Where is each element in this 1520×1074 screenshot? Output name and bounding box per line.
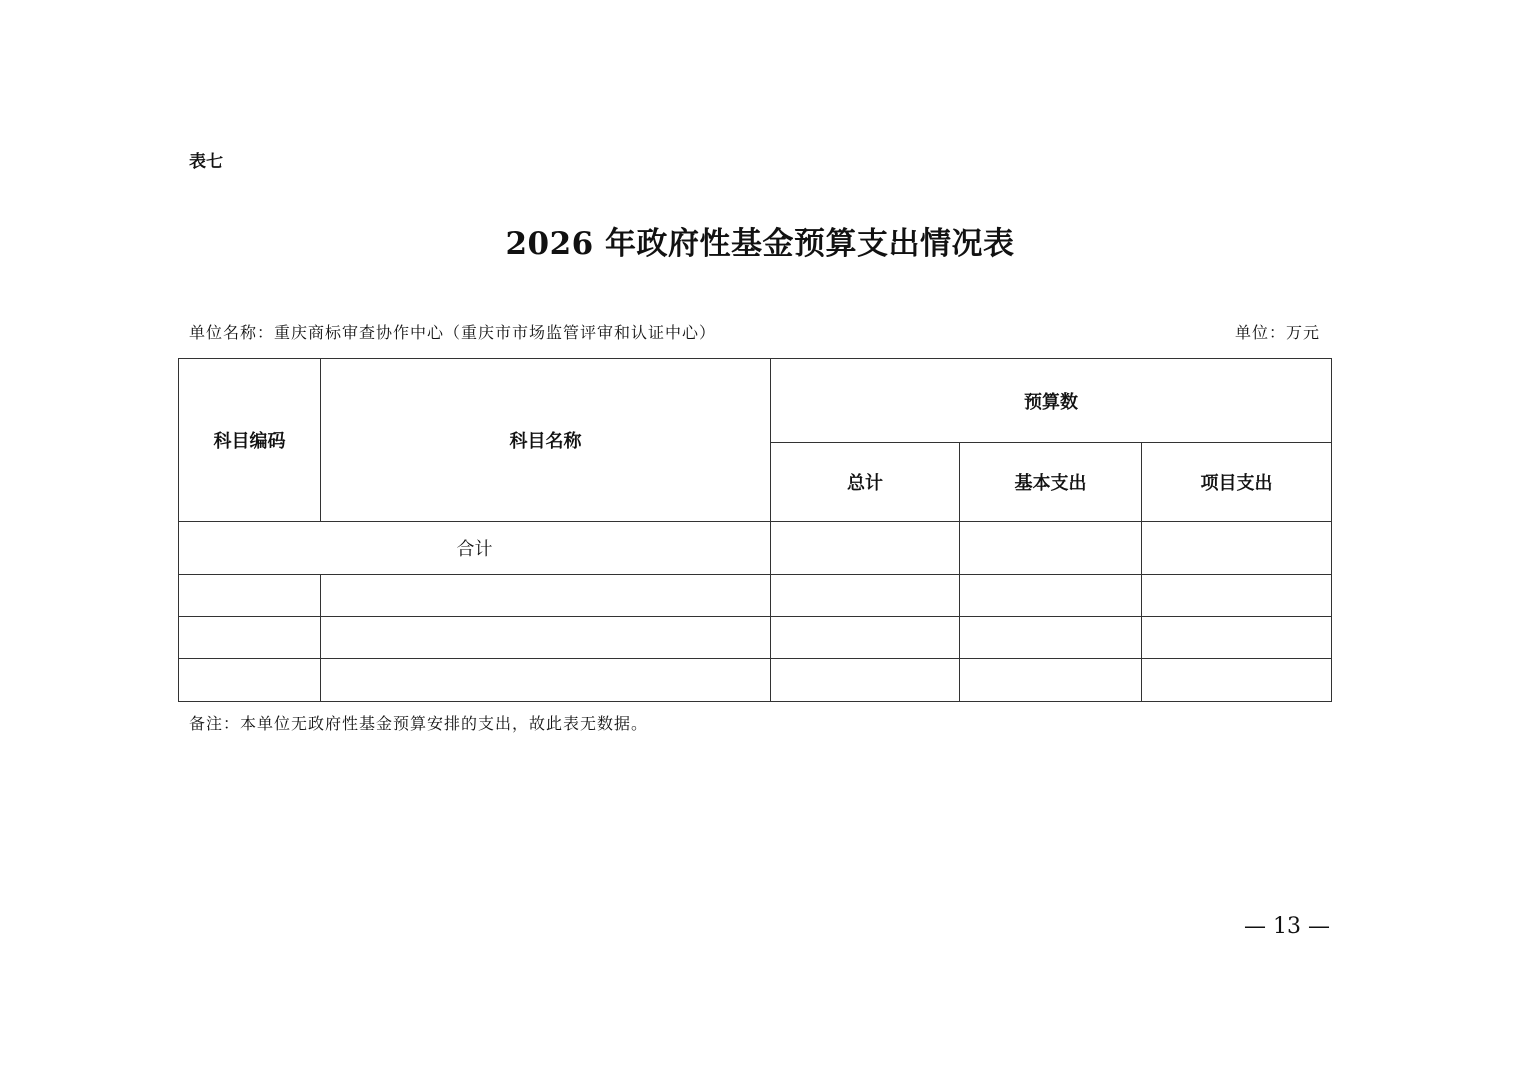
sum-total-cell	[771, 522, 960, 575]
table-row	[179, 659, 1332, 702]
row-total-cell	[771, 617, 960, 659]
row-name-cell	[321, 659, 771, 702]
unit-name-text: 单位名称：重庆商标审查协作中心（重庆市市场监管评审和认证中心）	[189, 323, 717, 342]
header-basic-expenditure: 基本支出	[960, 443, 1142, 522]
header-subject-name: 科目名称	[321, 359, 771, 522]
row-code-cell	[179, 617, 321, 659]
sum-row	[179, 522, 1332, 575]
row-total-cell	[771, 575, 960, 617]
row-project-cell	[1142, 617, 1332, 659]
row-name-cell	[321, 575, 771, 617]
page-number: — 13 —	[1244, 914, 1330, 939]
row-project-cell	[1142, 575, 1332, 617]
table-row	[179, 617, 1332, 659]
row-basic-cell	[960, 659, 1142, 702]
table-label: 表七	[189, 152, 223, 172]
sum-label: 合计	[179, 522, 771, 575]
budget-table	[178, 358, 1332, 702]
row-total-cell	[771, 659, 960, 702]
row-basic-cell	[960, 617, 1142, 659]
sum-project-cell	[1142, 522, 1332, 575]
row-basic-cell	[960, 575, 1142, 617]
row-code-cell	[179, 659, 321, 702]
remark-note: 备注：本单位无政府性基金预算安排的支出，故此表无数据。	[189, 714, 649, 733]
page-title: 2026 年政府性基金预算支出情况表	[505, 226, 1015, 262]
header-row	[179, 359, 1332, 443]
header-total: 总计	[771, 443, 960, 522]
unit-measure-text: 单位：万元	[1234, 323, 1320, 342]
header-project-expenditure: 项目支出	[1142, 443, 1332, 522]
table-row	[179, 575, 1332, 617]
row-name-cell	[321, 617, 771, 659]
row-project-cell	[1142, 659, 1332, 702]
header-subject-code: 科目编码	[179, 359, 321, 522]
header-budget-amount: 预算数	[771, 359, 1332, 443]
sum-basic-cell	[960, 522, 1142, 575]
row-code-cell	[179, 575, 321, 617]
